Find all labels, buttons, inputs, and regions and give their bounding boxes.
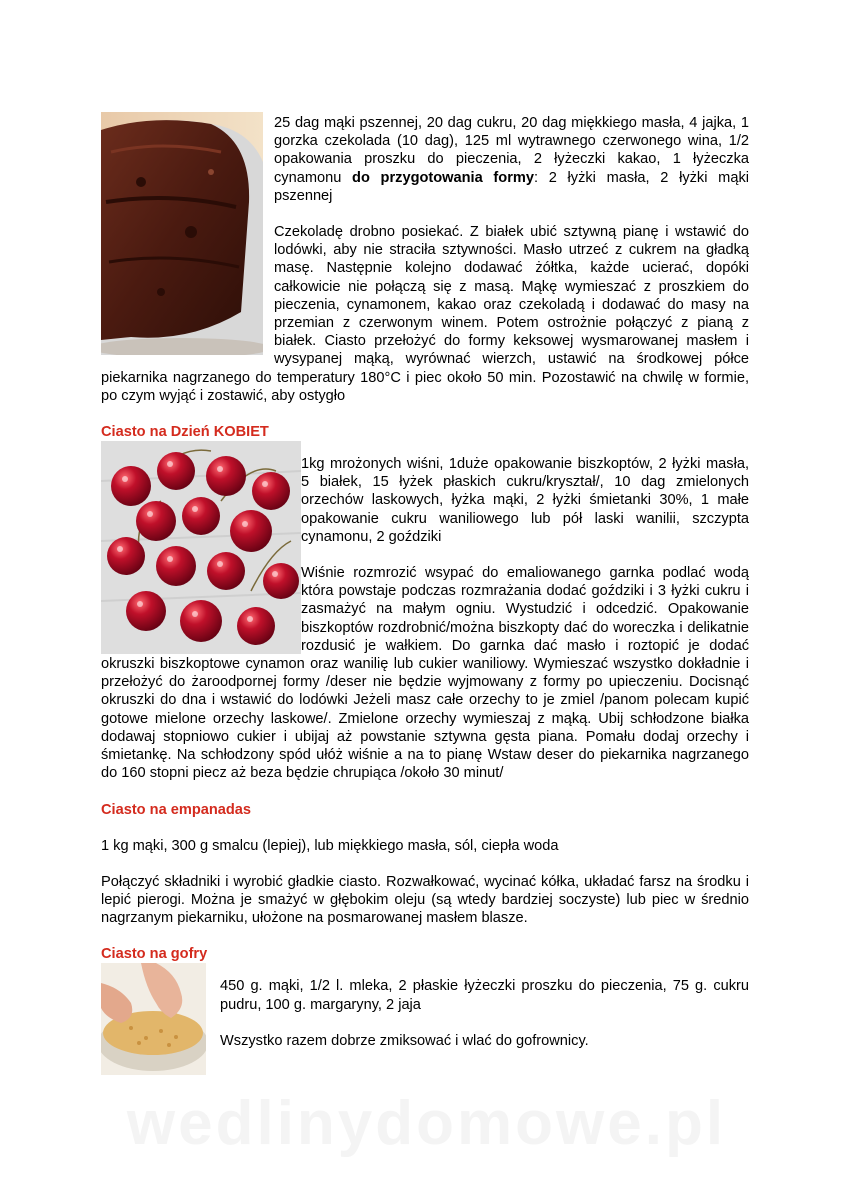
recipe1-method: Czekoladę drobno posiekać. Z białek ubić sztywną pianę i wstawić do lodówki, aby nie straciła sztywności. Masło utrzeć z cukrem na gładką masę. Następnie kolejno dodawać żółtka, każde ucierać, dopóki całkowicie nie połączą się z masą. Mąkę wymieszać z proszkiem do pieczenia, cynamonem, kakao oraz czekoladą i dodawać do masy na przemian z czerwonym winem. Potem ostrożnie połączyć z pianą z białek. Ciasto przełożyć do formy keksowej wysmarowanej masłem i wysypanej mąką, wyrównać wierzch, ustawić na środkowej półce piekarnika nagrzanego do temperatury 180°C i piec około 50 min. Pozostawić na chwilę w formie, po czym wyjąć i zostawić, aby ostygło [101,224,749,404]
recipe3-method: Połączyć składniki i wyrobić gładkie ciasto. Rozwałkować, wycinać kółka, układać farsz na środku i lepić pierogi. Można je smażyć w głębokim oleju (są wtedy bardziej soczyste) lub piec w średnio nagrzanym piekarniku, ułożone na posmarowanej masłem blasze. [101,873,749,927]
recipe-empanadas-dough [101,801,749,928]
flour-bowl-photo [101,963,206,1075]
recipe-waffle-batter [101,945,749,1075]
recipe4-method: Wszystko razem dobrze zmiksować i wlać do gofrownicy. [220,1032,589,1049]
recipe4-title: Ciasto na gofry [101,946,208,963]
document-page [101,114,749,1075]
recipe2-title: Ciasto na Dzień KOBIET [101,424,269,441]
recipe1-ingredients-bold: do przygotowania formy [352,169,534,186]
site-watermark: wedlinydomowe.pl [126,1089,727,1158]
recipe-chocolate-wine-cake [101,114,749,405]
chocolate-cake-photo [101,112,263,355]
recipe-womens-day-cake [101,423,749,782]
recipe3-ingredients: 1 kg mąki, 300 g smalcu (lepiej), lub miękkiego masła, sól, ciepła woda [101,837,559,854]
recipe1-ingredients: 25 dag mąki pszennej, 20 dag cukru, 20 dag miękkiego masła, 4 jajka, 1 gorzka czekolada (10 dag), 125 ml wytrawnego czerwonego wina, 1/2 opakowania proszku do pieczenia, 2 łyżeczki kakao, 1 łyżeczka cynamonu do przygotowania formy: 2 łyżki masła, 2 łyżki mąki pszennej [274,115,749,204]
recipe2-method: Wiśnie rozmrozić wsypać do emaliowanego garnka podlać wodą która powstaje podczas rozmrażania dodać goździki i 3 łyżki cukru i zasmażyć na małym ogniu. Wystudzić i odcedzić. Opakowanie biszkoptów rozdrobnić/można biszkopty dać do woreczka i delikatnie rozdusić je wałkiem. Do garnka dać masło i roztopić je dodać okruszki biszkoptowe cynamon oraz wanilię lub cukier waniliowy. Wymieszać wszystko dokładnie i przełożyć do żaroodpornej formy /deser nie będzie wyjmowany z formy po upieczeniu. Docisnąć okruszki do dna i wstawić do lodówki Jeżeli masz całe orzechy to je zmiel /panom polecam kupić gotowe mielone orzechy laskowe/. Zmielone orzechy wymieszaj z mąką. Ubij schłodzone białka dodawaj stopniowo cukier i ubijaj aż powstanie sztywna gęsta piana. Pomału dodaj orzechy i śmietankę. Na schłodzony spód ułóż wiśnie a na to pianę Wstaw deser do piekarnika nagrzanego do 160 stopni piecz aż beza będzie chrupiąca /około 30 minut/ [101,565,749,782]
recipe2-ingredients: 1kg mrożonych wiśni, 1duże opakowanie biszkoptów, 2 łyżki masła, 5 białek, 15 łyżek płaskich cukru/kryształ/, 10 dag zmielonych orzechów laskowych, łyżka mąki, 2 łyżki śmietanki 30%, 1 małe opakowanie cukru waniliowego lub pół laski wanilii, szczypta cynamonu, 2 goździki [301,456,749,545]
cherries-photo [101,441,301,654]
recipe4-ingredients: 450 g. mąki, 1/2 l. mleka, 2 płaskie łyżeczki proszku do pieczenia, 75 g. cukru pudru, 100 g. margaryny, 2 jaja [220,978,749,1013]
recipe3-title: Ciasto na empanadas [101,801,252,818]
